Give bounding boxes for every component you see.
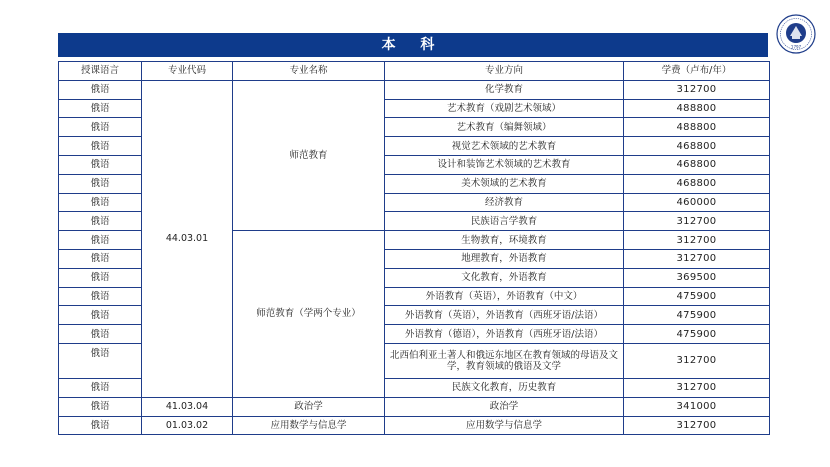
seal-year: 1797 — [790, 44, 802, 50]
language-cell: 俄语 — [59, 174, 142, 193]
language-cell: 俄语 — [59, 212, 142, 231]
language-cell: 俄语 — [59, 343, 142, 378]
table-row — [59, 397, 770, 416]
major-cell: 应用数学与信息学 — [233, 416, 385, 435]
fee-cell: 312700 — [624, 80, 770, 99]
table-row — [59, 416, 770, 435]
header-code: 专业代码 — [142, 62, 233, 81]
university-seal-icon — [776, 14, 816, 54]
language-cell: 俄语 — [59, 378, 142, 397]
direction-cell: 外语教育（英语），外语教育（中文） — [385, 287, 624, 306]
fee-cell: 468800 — [624, 137, 770, 156]
language-cell: 俄语 — [59, 287, 142, 306]
fee-cell: 468800 — [624, 174, 770, 193]
language-cell: 俄语 — [59, 99, 142, 118]
fee-cell: 468800 — [624, 155, 770, 174]
language-cell: 俄语 — [59, 249, 142, 268]
fee-cell: 488800 — [624, 99, 770, 118]
header-major: 专业名称 — [233, 62, 385, 81]
direction-cell: 经济教育 — [385, 193, 624, 212]
language-cell: 俄语 — [59, 231, 142, 250]
direction-cell: 艺术教育（戏剧艺术领域） — [385, 99, 624, 118]
language-cell: 俄语 — [59, 193, 142, 212]
direction-cell: 民族语言学教育 — [385, 212, 624, 231]
direction-cell: 外语教育（德语），外语教育（西班牙语/法语） — [385, 325, 624, 344]
fee-cell: 312700 — [624, 212, 770, 231]
direction-cell: 美术领域的艺术教育 — [385, 174, 624, 193]
major-cell: 师范教育 — [233, 80, 385, 230]
language-cell: 俄语 — [59, 416, 142, 435]
tuition-table — [58, 61, 770, 435]
header-fee: 学费（卢布/年） — [624, 62, 770, 81]
fee-cell: 460000 — [624, 193, 770, 212]
language-cell: 俄语 — [59, 155, 142, 174]
code-cell: 01.03.02 — [142, 416, 233, 435]
fee-cell: 341000 — [624, 397, 770, 416]
fee-cell: 312700 — [624, 343, 770, 378]
direction-cell: 政治学 — [385, 397, 624, 416]
direction-cell: 应用数学与信息学 — [385, 416, 624, 435]
language-cell: 俄语 — [59, 80, 142, 99]
header-language: 授课语言 — [59, 62, 142, 81]
fee-cell: 475900 — [624, 306, 770, 325]
direction-cell: 文化教育，外语教育 — [385, 268, 624, 287]
fee-cell: 312700 — [624, 231, 770, 250]
table-row — [59, 80, 770, 99]
direction-cell: 生物教育，环境教育 — [385, 231, 624, 250]
fee-cell: 488800 — [624, 118, 770, 137]
direction-cell: 化学教育 — [385, 80, 624, 99]
fee-cell: 312700 — [624, 249, 770, 268]
direction-cell: 艺术教育（编舞领域） — [385, 118, 624, 137]
direction-cell: 设计和装饰艺术领域的艺术教育 — [385, 155, 624, 174]
language-cell: 俄语 — [59, 268, 142, 287]
direction-cell: 地理教育，外语教育 — [385, 249, 624, 268]
fee-cell: 475900 — [624, 325, 770, 344]
direction-cell: 北西伯利亚土著人和俄远东地区在教育领域的母语及文学，教育领域的俄语及文学 — [385, 343, 624, 378]
language-cell: 俄语 — [59, 325, 142, 344]
fee-cell: 369500 — [624, 268, 770, 287]
table-header-row — [59, 62, 770, 81]
language-cell: 俄语 — [59, 118, 142, 137]
major-cell: 师范教育（学两个专业） — [233, 231, 385, 398]
fee-cell: 312700 — [624, 416, 770, 435]
language-cell: 俄语 — [59, 306, 142, 325]
section-banner — [58, 33, 768, 57]
code-cell: 41.03.04 — [142, 397, 233, 416]
fee-cell: 312700 — [624, 378, 770, 397]
language-cell: 俄语 — [59, 137, 142, 156]
direction-cell: 视觉艺术领域的艺术教育 — [385, 137, 624, 156]
header-direction: 专业方向 — [385, 62, 624, 81]
section-title: 本 科 — [381, 37, 445, 53]
major-cell: 政治学 — [233, 397, 385, 416]
direction-cell: 民族文化教育，历史教育 — [385, 378, 624, 397]
code-cell: 44.03.01 — [142, 80, 233, 397]
language-cell: 俄语 — [59, 397, 142, 416]
fee-cell: 475900 — [624, 287, 770, 306]
direction-cell: 外语教育（英语），外语教育（西班牙语/法语） — [385, 306, 624, 325]
